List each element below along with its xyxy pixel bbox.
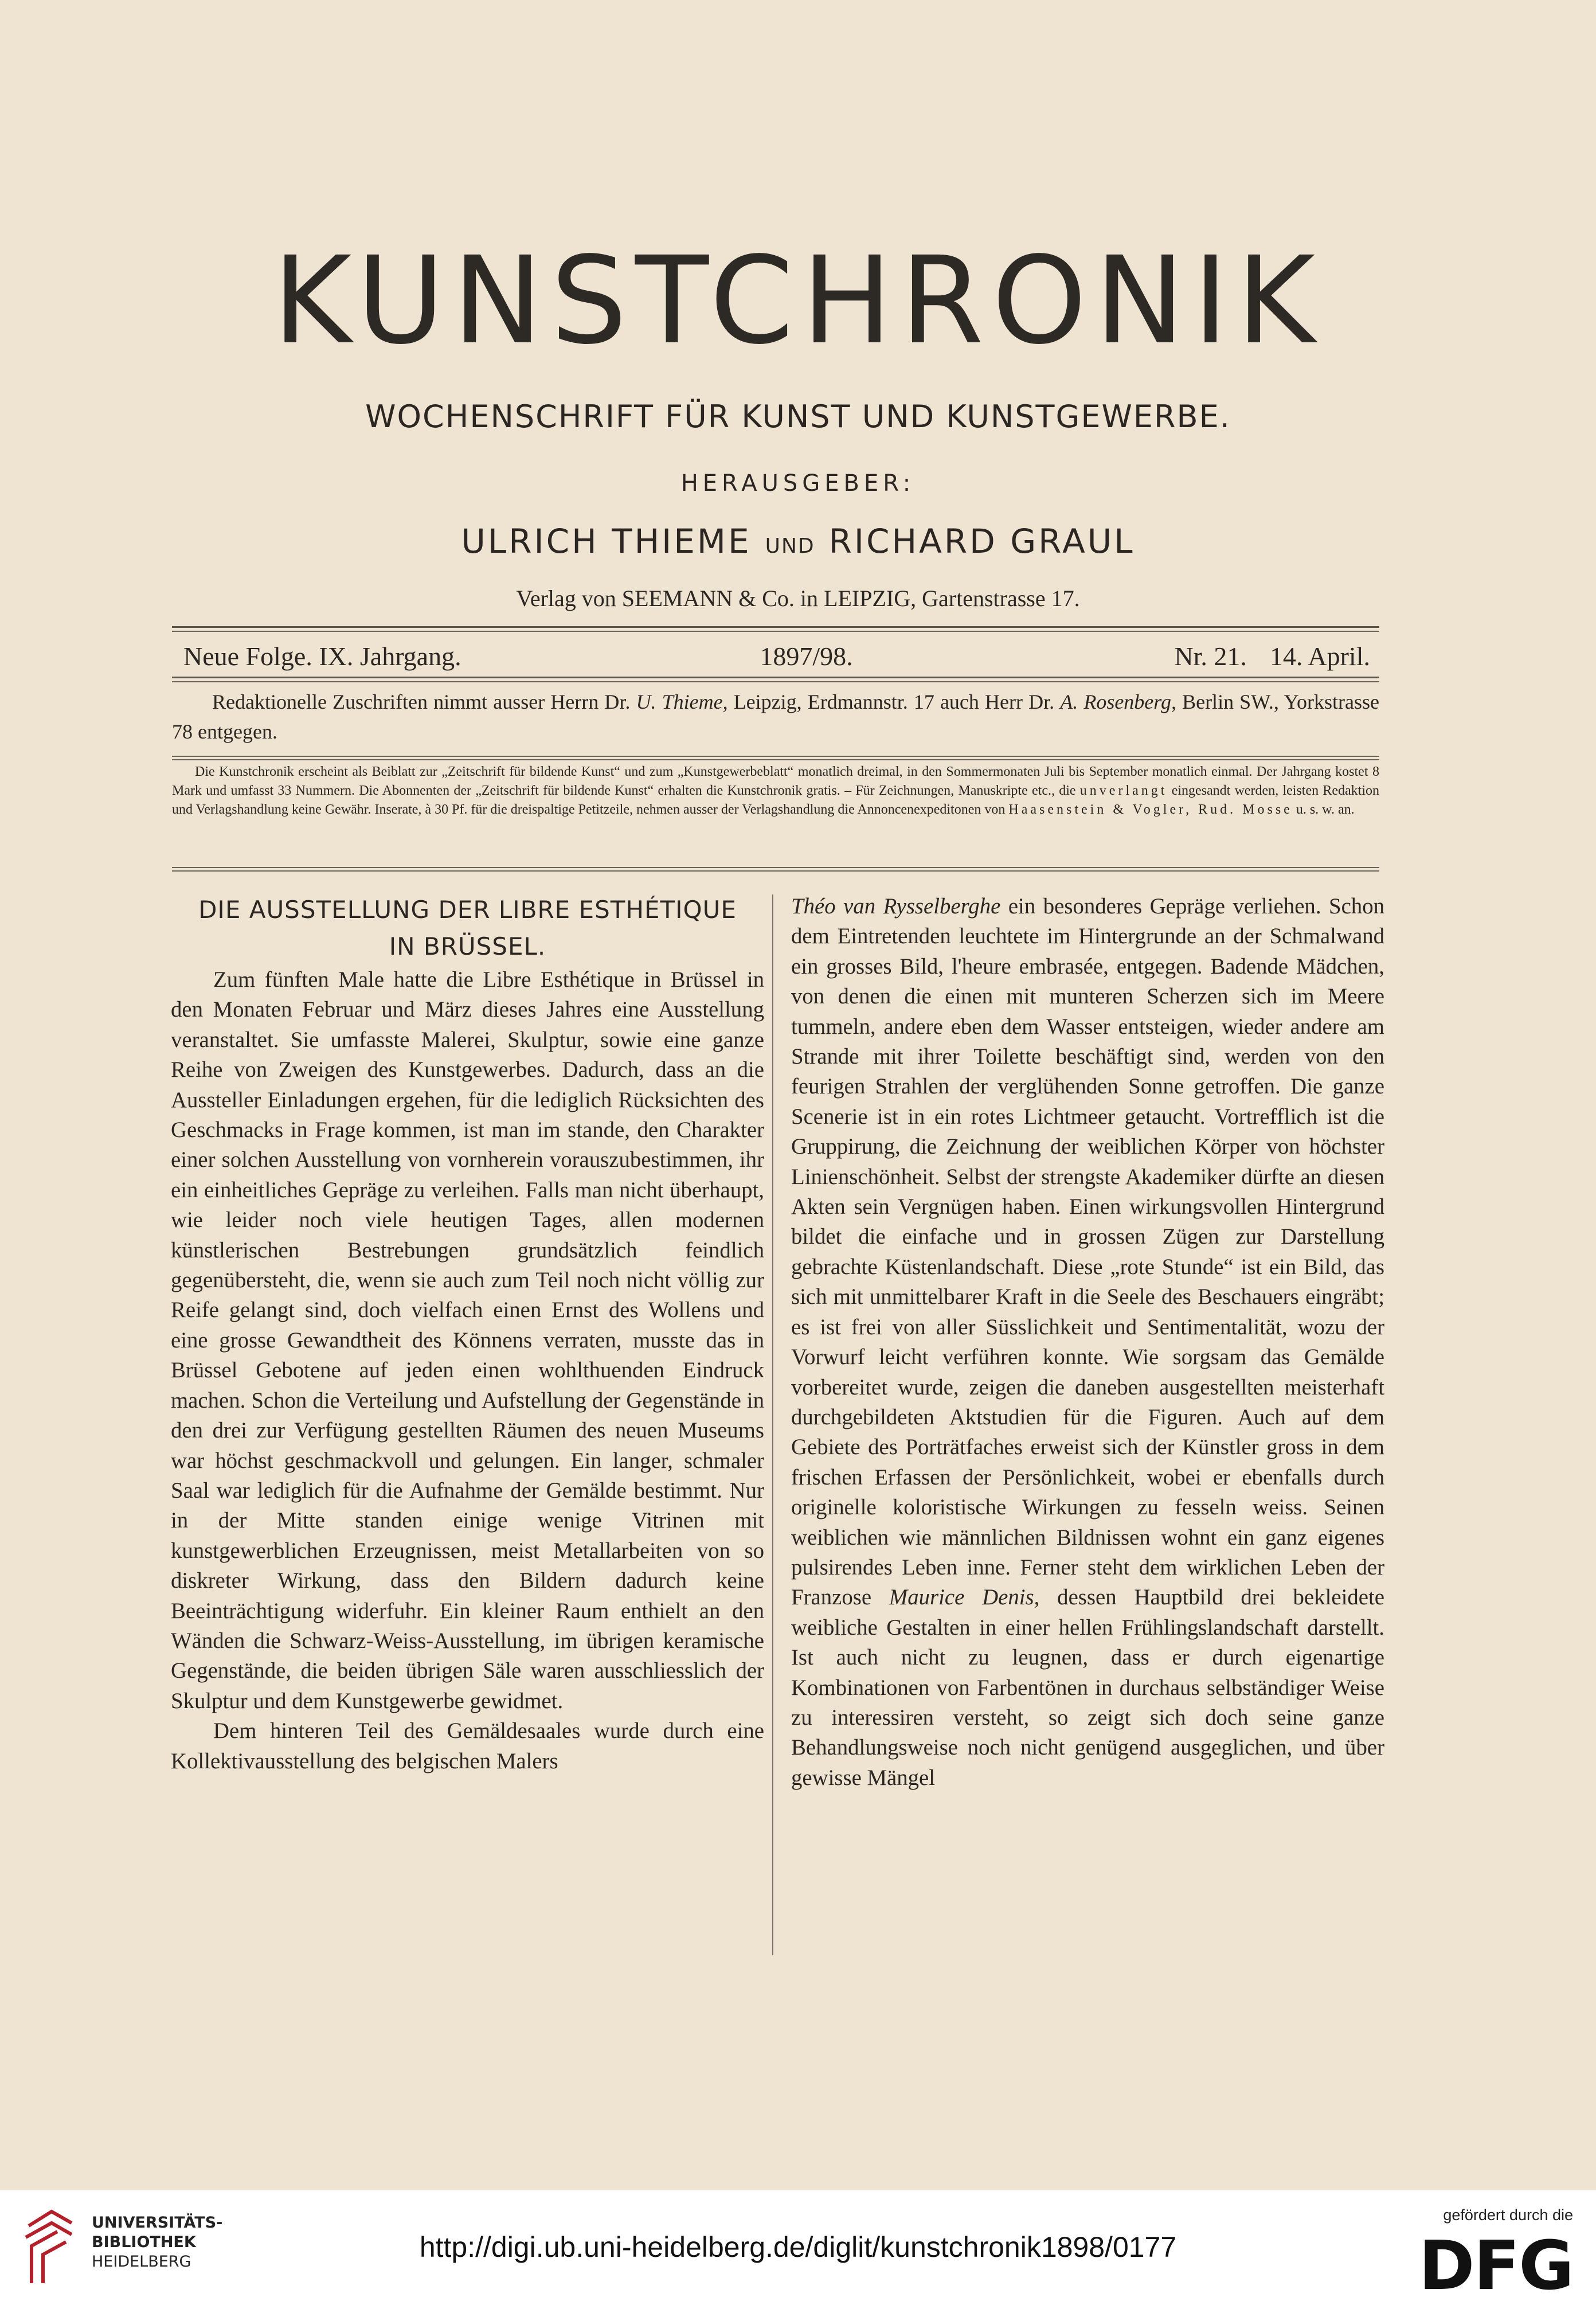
notice-text: Redaktionelle Zuschriften nimmt ausser Herrn Dr.: [212, 690, 636, 713]
notice-text: Berlin SW., Yorkstrasse 78 entgegen.: [172, 690, 1380, 743]
fineprint-spaced: unverlangt: [1079, 783, 1168, 798]
divider-rule: [172, 759, 1379, 760]
article-paragraph: [791, 892, 1384, 1793]
editor-graul: RICHARD GRAUL: [828, 522, 1135, 561]
column-divider: [772, 894, 773, 1955]
publisher-line: Verlag von SEEMANN & Co. in LEIPZIG, Gartenstrasse 17.: [516, 585, 1080, 611]
issue-number: Nr. 21.: [1174, 642, 1247, 671]
divider-rule: [172, 626, 1379, 628]
divider-rule: [172, 756, 1379, 757]
editorial-notice: [172, 687, 1379, 747]
divider-rule: [172, 631, 1379, 632]
divider-rule: [172, 870, 1379, 872]
artist-name-rysselberghe: Théo van Rysselberghe: [791, 894, 1001, 919]
funding-note: gefördert durch die: [1443, 2206, 1573, 2224]
masthead-subtitle: WOCHENSCHRIFT FÜR KUNST UND KUNSTGEWERBE.: [365, 399, 1231, 435]
permalink-url[interactable]: http://digi.ub.uni-heidelberg.de/diglit/kunstchronik1898/0177: [419, 2231, 1177, 2263]
editors-line: [0, 522, 1596, 561]
dfg-logo: DFG: [1418, 2226, 1573, 2305]
issue-line: [183, 641, 1370, 671]
issue-number-date: [1151, 641, 1370, 671]
article-paragraph: Zum fünften Male hatte die Libre Esthétique in Brüssel in den Monaten Februar und März dieses Jahres eine Ausstellung veranstaltet. Sie umfasste Malerei, Skulptur, sowie eine ganze Reihe von Zweigen des Kunstgewerbes. Dadurch, dass an die Aussteller Einladungen ergehen, für die lediglich Rücksichten des Geschmacks in Frage kommen, ist man im stande, den Charakter einer solchen Ausstellung von vornherein vorauszubestimmen, ihr ein einheitliches Gepräge zu verleihen. Falls man nicht überhaupt, wie leider noch viele heutigen Tages, allen modernen künstlerischen Bestrebungen grundsätzlich feindlich gegenübersteht, die, wenn sie auch zum Teil noch nicht völlig zur Reife gelangt sind, doch vielfach einen Ernst des Wollens und eine grosse Gewandtheit des Könnens verraten, musste das in Brüssel Gebotene auf jeden einen wohlthuenden Eindruck machen. Schon die Verteilung und Aufstellung der Gegenstände in den drei zur Verfügung gestellten Räumen des neuen Museums war höchst geschmackvoll und gelungen. Ein langer, schmaler Saal war lediglich für die Aufnahme der Gemälde bestimmt. Nur in der Mitte standen einige wenige Vitrinen mit kunstgewerblichen Erzeugnissen, meist Metallarbeiten von so diskreter Wirkung, dass den Bildern dadurch keine Beeinträchtigung widerfuhr. Ein kleiner Raum enthielt an den Wänden die Schwarz-Weiss-Ausstellung, im übrigen keramische Gegenstände, die beiden übrigen Säle waren ausschliesslich der Skulptur und dem Kunstgewerbe gewidmet.: [171, 967, 764, 1713]
editors-label: HERAUSGEBER:: [680, 470, 916, 497]
article-text: ein besonderes Gepräge verliehen. Schon dem Eintretenden leuchtete im Hintergrunde an der Schmalwand ein grosses Bild, l'heure embrasée, entgegen. Badende Mädchen, von denen die einen mit munteren Scherzen sich im Meere tummeln, andere eben dem Wasser entsteigen, wieder andere am Strande mit ihrer Toilette beschäftigt sind, werden von den feurigen Strahlen der verglühenden Sonne getroffen. Die ganze Scenerie ist in ein rotes Lichtmeer getaucht. Vortrefflich ist die Gruppirung, die Zeichnung der weiblichen Körper von höchster Linienschönheit. Selbst der strengste Akademiker dürfte an diesen Akten sein Vergnügen haben. Einen wirkungsvollen Hintergrund bildet die einfache und in grossen Zügen zur Darstellung gebrachte Küstenlandschaft. Diese „rote Stunde“ ist ein Bild, das sich mit unmittelbarer Kraft in die Seele des Beschauers eingräbt; es ist frei von aller Süsslichkeit und Sentimentalität, wozu der Vorwurf leicht verführen konnte. Wie sorgsam das Gemälde vorbereitet wurde, zeigen die daneben ausgestellten meisterhaft durchgebildeten Aktstudien für die Figuren. Auch auf dem Gebiete des Porträtfaches erweist sich der Künstler gross in dem frischen Erfassen der Persönlichkeit, wobei er ebenfalls durch originelle koloristische Wirkungen zu fesseln weiss. Seinen weiblichen wie männlichen Bildnissen wohnt ein ganz eigenes pulsirendes Leben inne. Ferner steht dem wirklichen Leben der Franzose: [791, 894, 1385, 1610]
issue-date: 14. April.: [1269, 642, 1370, 671]
fineprint-text: eingesandt werden, leisten Redaktion und Verlagshandlung keine Gewähr. Inserate, à 30 Pf. für die dreispaltige Petitzeile, nehmen ausser der Verlagshandlung die Annoncenexpeditonen von: [172, 783, 1379, 817]
notice-text: Leipzig, Erdmannstr. 17 auch Herr Dr.: [727, 690, 1061, 713]
library-name-line: BIBLIOTHEK: [92, 2233, 196, 2251]
notice-name-rosenberg: A. Rosenberg,: [1060, 690, 1176, 713]
subscription-fineprint: [172, 763, 1379, 819]
library-name-line: HEIDELBERG: [92, 2253, 191, 2271]
digitization-footer: [0, 2190, 1596, 2305]
divider-rule: [172, 677, 1379, 678]
notice-name-thieme: U. Thieme,: [636, 690, 728, 713]
issue-year: 1897/98.: [760, 642, 853, 671]
fineprint-text: u. s. w. an.: [1292, 802, 1355, 817]
library-name-line: UNIVERSITÄTS-: [92, 2214, 223, 2232]
article-column-right: [791, 892, 1384, 1793]
editor-thieme: ULRICH THIEME: [461, 522, 752, 561]
divider-rule: [172, 681, 1379, 682]
artist-name-denis: Maurice Denis,: [889, 1585, 1040, 1610]
issue-series: Neue Folge. IX. Jahrgang.: [183, 642, 461, 671]
article-paragraph: Dem hinteren Teil des Gemäldesaales wurde durch eine Kollektivausstellung des belgischen Malers: [171, 1718, 764, 1773]
article-text: dessen Hauptbild drei bekleidete weibliche Gestalten in einer hellen Frühlingslandschaft darstellt. Ist auch nicht zu leugnen, dass er durch eigenartige Kombinationen von Farbentönen in durchaus selbständiger Weise zu interessiren versteht, so zeigt sich doch seine ganze Behandlungsweise noch nicht genügend ausgeglichen, und über gewisse Mängel: [791, 1585, 1384, 1790]
fineprint-spaced: Haasenstein & Vogler, Rud. Mosse: [1008, 802, 1293, 817]
article-title-line1: DIE AUSSTELLUNG DER LIBRE ESTHÉTIQUE: [198, 896, 737, 924]
article-title: [171, 892, 764, 965]
article-title-line2: IN BRÜSSEL.: [389, 932, 546, 960]
fineprint-text: Die Kunstchronik erscheint als Beiblatt zur „Zeitschrift für bildende Kunst“ und zum „Kunstgewerbeblatt“ monatlich dreimal, in den Sommermonaten Juli bis September monatlich einmal. Der Jahrgang kostet 8 Mark und umfasst 33 Nummern. Die Abonnenten der „Zeitschrift für bildende Kunst“ erhalten die Kunstchronik gratis. – Für Zeichnungen, Manuskripte etc., die: [172, 764, 1379, 798]
divider-rule: [172, 867, 1379, 868]
article-column-left: [171, 892, 764, 1776]
editors-conjunction: UND: [765, 534, 815, 558]
masthead-title: KUNSTCHRONIK: [272, 230, 1324, 371]
